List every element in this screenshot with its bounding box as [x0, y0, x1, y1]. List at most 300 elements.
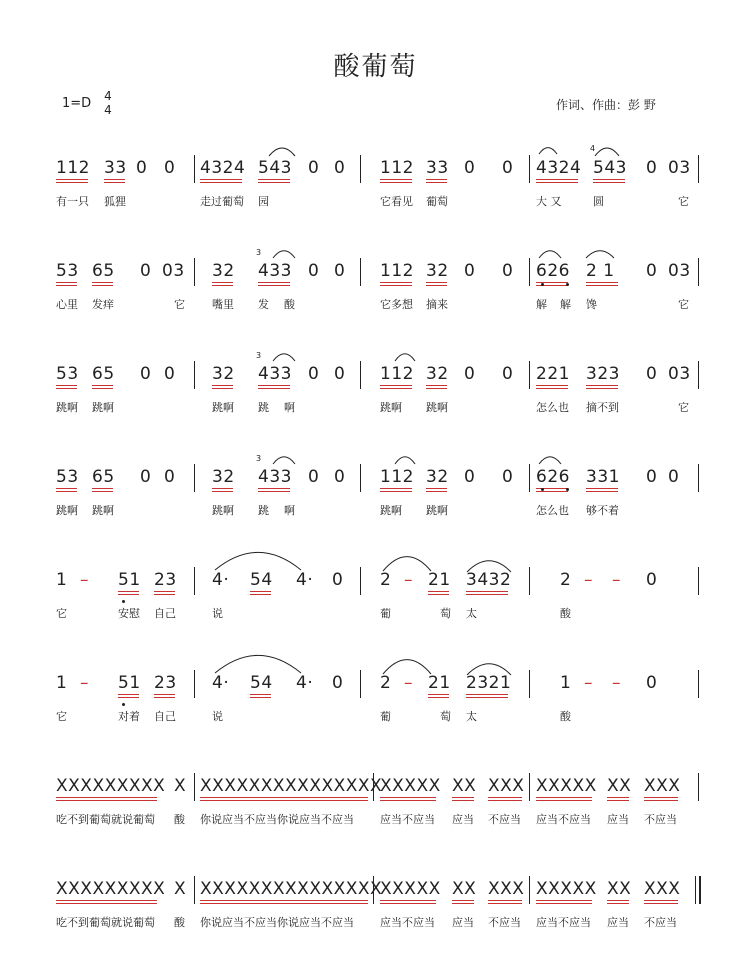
beam-underline	[426, 182, 447, 183]
note-group: 0	[646, 570, 658, 590]
lyric: 葡萄	[426, 195, 448, 208]
beam-underline	[593, 179, 625, 180]
note-group: 0	[332, 570, 344, 590]
barline	[698, 258, 699, 286]
note-group: 0	[332, 673, 344, 693]
beam-underline	[118, 591, 139, 592]
barline	[194, 567, 195, 595]
note-group: 4·	[212, 673, 230, 693]
lyric: 应当	[452, 916, 474, 929]
barline	[698, 361, 699, 389]
note-group: XXXXX	[536, 879, 597, 899]
lyric: 不应当	[488, 813, 521, 826]
beam-underline	[426, 388, 447, 389]
note-group: 0	[308, 261, 320, 281]
beam-underline	[536, 388, 568, 389]
beam-underline	[488, 797, 522, 798]
barline	[360, 361, 361, 389]
lyric: 萄	[440, 607, 451, 620]
note-group: 2	[560, 570, 572, 590]
lyric: 萄	[440, 710, 451, 723]
score-system	[56, 672, 698, 752]
note-group: 221	[536, 364, 570, 384]
note-group: 0	[140, 467, 152, 487]
note-group: 433	[258, 364, 292, 384]
note-group: 0	[334, 467, 346, 487]
barline	[529, 876, 530, 904]
beam-underline	[536, 491, 568, 492]
time-signature	[102, 89, 114, 117]
slur-arc	[214, 548, 302, 572]
score-system	[56, 363, 698, 443]
note-group: 4324	[536, 158, 582, 178]
beam-underline	[426, 282, 447, 283]
beam-underline	[428, 591, 449, 592]
note-group: 0	[646, 364, 658, 384]
beam-underline	[586, 385, 618, 386]
lyric: 酸	[174, 916, 185, 929]
note-group: –	[80, 570, 89, 590]
lyric: 跳	[258, 401, 269, 414]
octave-dot	[566, 283, 569, 286]
lyric: 对着	[118, 710, 140, 723]
beam-underline	[586, 285, 618, 286]
lyric: 发	[258, 298, 269, 311]
slur-arc	[585, 249, 615, 260]
note-group: 112	[380, 158, 414, 178]
slur-arc	[214, 651, 302, 675]
note-group: 1	[560, 673, 572, 693]
beam-underline	[428, 594, 449, 595]
beam-underline	[200, 903, 368, 904]
beam-underline	[56, 385, 77, 386]
slur-arc	[538, 146, 558, 156]
beam-underline	[380, 797, 436, 798]
beam-underline	[536, 900, 592, 901]
beam-underline	[56, 285, 77, 286]
lyric: 不应当	[644, 916, 677, 929]
lyric: 葡	[380, 607, 391, 620]
beam-underline	[154, 594, 175, 595]
note-group: 0	[502, 158, 514, 178]
beam-underline	[536, 385, 568, 386]
slur-arc	[394, 352, 416, 363]
beam-underline	[586, 282, 618, 283]
lyric: 不应当	[644, 813, 677, 826]
beam-underline	[593, 182, 625, 183]
beam-underline	[250, 694, 271, 695]
beam-underline	[212, 385, 233, 386]
lyric: 酸	[284, 298, 295, 311]
note-group: 0	[646, 158, 658, 178]
lyric: 它看见	[380, 195, 413, 208]
note-group: 3432	[466, 570, 512, 590]
barline	[360, 670, 361, 698]
note-group: X	[174, 776, 187, 796]
lyric: 你说应当不应当你说应当不应当	[200, 813, 354, 826]
beam-underline	[118, 594, 139, 595]
note-group: 626	[536, 261, 570, 281]
note-group: 323	[586, 364, 620, 384]
slur-arc	[382, 553, 432, 573]
score-system	[56, 878, 698, 958]
barline	[529, 567, 530, 595]
beam-underline	[536, 179, 578, 180]
beam-underline	[466, 694, 508, 695]
note-group: 54	[250, 673, 273, 693]
lyric: 怎么也	[536, 504, 569, 517]
note-group: 0	[464, 364, 476, 384]
final-barline-thick	[699, 876, 701, 904]
beam-underline	[488, 903, 522, 904]
beam-underline	[258, 491, 290, 492]
lyric: 你说应当不应当你说应当不应当	[200, 916, 354, 929]
note-group: 0	[502, 261, 514, 281]
note-group: 0	[164, 467, 176, 487]
beam-underline	[212, 388, 233, 389]
beam-underline	[118, 694, 139, 695]
beam-underline	[258, 282, 290, 283]
beam-underline	[644, 800, 678, 801]
beam-underline	[56, 491, 77, 492]
note-group: 23	[154, 570, 177, 590]
note-group: 2	[380, 570, 392, 590]
beam-underline	[452, 797, 474, 798]
lyric: 太	[466, 710, 477, 723]
beam-underline	[258, 179, 290, 180]
barline	[529, 773, 530, 801]
beam-underline	[586, 491, 618, 492]
barline	[194, 464, 195, 492]
note-group: 65	[92, 467, 115, 487]
beam-underline	[212, 285, 233, 286]
beam-underline	[104, 179, 125, 180]
barline	[360, 258, 361, 286]
note-group: 03	[668, 261, 691, 281]
lyric: 啊	[284, 504, 295, 517]
beam-underline	[488, 900, 522, 901]
lyric: 心里	[56, 298, 78, 311]
lyric: 说	[212, 710, 223, 723]
beam-underline	[200, 797, 368, 798]
lyric: 摘来	[426, 298, 448, 311]
note-group: XXX	[488, 879, 525, 899]
beam-underline	[56, 797, 157, 798]
note-group: 0	[646, 261, 658, 281]
lyric: 跳啊	[380, 401, 402, 414]
beam-underline	[250, 697, 271, 698]
beam-underline	[92, 285, 113, 286]
note-group: 0	[464, 467, 476, 487]
barline	[529, 670, 530, 698]
slur-arc	[466, 661, 512, 677]
lyric: 解	[560, 298, 571, 311]
note-group: 626	[536, 467, 570, 487]
barline	[698, 567, 699, 595]
slur-arc	[394, 455, 416, 466]
note-group: 32	[212, 467, 235, 487]
lyric: 跳啊	[56, 401, 78, 414]
beam-underline	[258, 385, 290, 386]
lyric: 它	[56, 607, 67, 620]
beam-underline	[250, 594, 271, 595]
note-group: XXX	[644, 776, 681, 796]
note-group: 0	[464, 261, 476, 281]
beam-underline	[426, 179, 447, 180]
lyric: 大 又	[536, 195, 562, 208]
key-signature: 1=D	[62, 96, 92, 111]
lyric: 葡	[380, 710, 391, 723]
beam-underline	[380, 282, 412, 283]
note-group: 0	[464, 158, 476, 178]
beam-underline	[56, 179, 88, 180]
beam-underline	[452, 900, 474, 901]
lyric: 它多想	[380, 298, 413, 311]
lyric: 解	[536, 298, 547, 311]
time-bottom: 4	[104, 103, 112, 117]
lyric: 酸	[560, 710, 571, 723]
score-system	[56, 466, 698, 546]
note-group: 2321	[466, 673, 512, 693]
barline	[194, 876, 195, 904]
beam-underline	[586, 388, 618, 389]
note-group: 32	[426, 364, 449, 384]
beam-underline	[536, 182, 578, 183]
beam-underline	[452, 800, 474, 801]
note-group: 0	[308, 364, 320, 384]
barline	[529, 361, 530, 389]
lyric: 有一只	[56, 195, 89, 208]
score-system	[56, 569, 698, 649]
note-group: 4·	[296, 673, 314, 693]
lyric: 走过葡萄	[200, 195, 244, 208]
beam-underline	[258, 388, 290, 389]
beam-underline	[607, 903, 629, 904]
final-barline	[695, 876, 696, 904]
note-group: 543	[258, 158, 292, 178]
time-top: 4	[104, 89, 112, 103]
barline	[194, 670, 195, 698]
lyric: 发痒	[92, 298, 114, 311]
note-group: XXXXX	[380, 879, 441, 899]
lyric: 吃不到葡萄就说葡萄	[56, 813, 155, 826]
note-group: 0	[308, 158, 320, 178]
lyric: 跳啊	[380, 504, 402, 517]
beam-underline	[212, 282, 233, 283]
beam-underline	[92, 491, 113, 492]
slur-arc	[272, 352, 296, 363]
tuplet-number: 3	[256, 454, 262, 463]
song-title: 酸葡萄	[333, 52, 418, 82]
barline	[194, 258, 195, 286]
note-group: 0	[140, 261, 152, 281]
beam-underline	[56, 488, 77, 489]
barline	[529, 258, 530, 286]
lyric: 应当不应当	[536, 916, 591, 929]
barline	[529, 155, 530, 183]
note-group: 53	[56, 364, 79, 384]
note-group: 32	[426, 261, 449, 281]
note-group: 0	[646, 467, 658, 487]
beam-underline	[644, 797, 678, 798]
grace-number: 4	[590, 144, 596, 153]
beam-underline	[380, 182, 412, 183]
lyric: 应当不应当	[536, 813, 591, 826]
slur-arc	[382, 656, 432, 676]
beam-underline	[644, 900, 678, 901]
beam-underline	[154, 591, 175, 592]
note-group: 0	[334, 158, 346, 178]
note-group: 21	[428, 570, 451, 590]
beam-underline	[200, 182, 242, 183]
score-system	[56, 157, 698, 237]
note-group: 0	[668, 467, 680, 487]
barline	[194, 361, 195, 389]
lyric: 园	[258, 195, 269, 208]
beam-underline	[380, 285, 412, 286]
note-group: XX	[607, 776, 632, 796]
lyric: 跳	[258, 504, 269, 517]
note-group: XXX	[488, 776, 525, 796]
lyric: 摘不到	[586, 401, 619, 414]
note-group: 4·	[296, 570, 314, 590]
note-group: XX	[607, 879, 632, 899]
beam-underline	[428, 694, 449, 695]
beam-underline	[258, 285, 290, 286]
beam-underline	[154, 697, 175, 698]
lyric: 酸	[560, 607, 571, 620]
beam-underline	[92, 385, 113, 386]
beam-underline	[380, 900, 436, 901]
beam-underline	[212, 488, 233, 489]
note-group: 2	[380, 673, 392, 693]
beam-underline	[200, 179, 242, 180]
beam-underline	[380, 388, 412, 389]
barline	[698, 155, 699, 183]
lyric: 它	[56, 710, 67, 723]
note-group: 65	[92, 261, 115, 281]
note-group: 0	[308, 467, 320, 487]
note-group: XXX	[644, 879, 681, 899]
beam-underline	[92, 488, 113, 489]
beam-underline	[258, 488, 290, 489]
octave-dot	[122, 600, 125, 603]
beam-underline	[56, 282, 77, 283]
note-group: 0	[164, 158, 176, 178]
note-group: –	[404, 570, 413, 590]
beam-underline	[212, 491, 233, 492]
barline	[360, 567, 361, 595]
barline	[698, 773, 699, 801]
slur-arc	[594, 146, 620, 158]
beam-underline	[380, 385, 412, 386]
note-group: 0	[502, 364, 514, 384]
note-group: 33	[104, 158, 127, 178]
note-group: XXXXX	[380, 776, 441, 796]
barline	[373, 773, 374, 801]
octave-dot	[541, 283, 544, 286]
note-group: XX	[452, 879, 477, 899]
lyric: 它	[678, 195, 689, 208]
barline	[373, 876, 374, 904]
note-group: 32	[426, 467, 449, 487]
note-group: X	[174, 879, 187, 899]
lyric: 安慰	[118, 607, 140, 620]
note-group: 51	[118, 673, 141, 693]
beam-underline	[426, 488, 447, 489]
beam-underline	[92, 282, 113, 283]
tuplet-number: 3	[256, 248, 262, 257]
octave-dot	[541, 488, 544, 491]
note-group: XXXXXXXXXXXXXXX	[200, 879, 383, 899]
note-group: 0	[136, 158, 148, 178]
note-group: 54	[250, 570, 273, 590]
score-system	[56, 775, 698, 855]
barline	[698, 670, 699, 698]
note-group: 0	[502, 467, 514, 487]
lyric: 狐狸	[104, 195, 126, 208]
beam-underline	[92, 388, 113, 389]
barline	[360, 464, 361, 492]
beam-underline	[56, 900, 157, 901]
note-group: 0	[334, 364, 346, 384]
beam-underline	[452, 903, 474, 904]
note-group: 51	[118, 570, 141, 590]
beam-underline	[380, 903, 436, 904]
beam-underline	[380, 488, 412, 489]
note-group: 112	[380, 364, 414, 384]
beam-underline	[644, 903, 678, 904]
beam-underline	[104, 182, 125, 183]
beam-underline	[154, 694, 175, 695]
beam-underline	[426, 385, 447, 386]
lyric: 应当	[452, 813, 474, 826]
note-group: 433	[258, 261, 292, 281]
note-group: 53	[56, 467, 79, 487]
lyric: 跳啊	[426, 401, 448, 414]
slur-arc	[268, 146, 296, 158]
octave-dot	[122, 703, 125, 706]
slur-arc	[538, 455, 562, 466]
note-group: 03	[162, 261, 185, 281]
beam-underline	[56, 388, 77, 389]
beam-underline	[536, 797, 592, 798]
note-group: XX	[452, 776, 477, 796]
beam-underline	[607, 800, 629, 801]
note-group: 0	[646, 673, 658, 693]
lyric: 它	[678, 401, 689, 414]
note-group: 433	[258, 467, 292, 487]
note-group: XXXXXXXXX	[56, 879, 166, 899]
tuplet-number: 3	[256, 351, 262, 360]
note-group: 33	[426, 158, 449, 178]
beam-underline	[607, 900, 629, 901]
note-group: 112	[380, 261, 414, 281]
note-group: XXXXXXXXXXXXXXX	[200, 776, 383, 796]
note-group: –	[80, 673, 89, 693]
lyric: 应当	[607, 813, 629, 826]
note-group: 0	[334, 261, 346, 281]
barline	[194, 773, 195, 801]
beam-underline	[200, 900, 368, 901]
beam-underline	[56, 800, 157, 801]
lyric: 自己	[154, 710, 176, 723]
lyric: 不应当	[488, 916, 521, 929]
beam-underline	[380, 179, 412, 180]
score-system	[56, 260, 698, 340]
lyric: 跳啊	[212, 401, 234, 414]
lyric: 自己	[154, 607, 176, 620]
